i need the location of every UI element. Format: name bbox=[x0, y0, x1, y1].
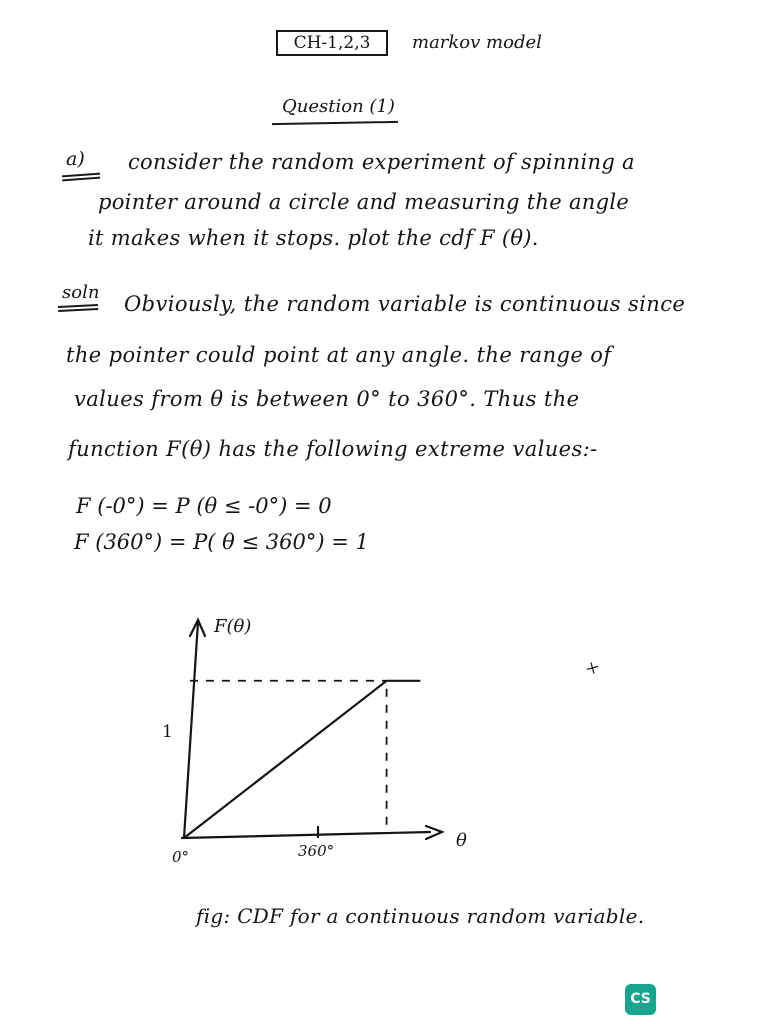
stray-mark: × bbox=[582, 655, 604, 680]
camscanner-logo-icon: CS bbox=[625, 984, 656, 1015]
solution-line-3: values from θ is between 0° to 360°. Thus the bbox=[74, 387, 580, 411]
equation-upper-bound: F (360°) = P( θ ≤ 360°) = 1 bbox=[74, 530, 369, 554]
y-tick-label-1: 1 bbox=[162, 722, 173, 742]
question-label: Question (1) bbox=[282, 96, 395, 117]
part-label: a) bbox=[66, 148, 85, 170]
figure-caption: fig: CDF for a continuous random variable. bbox=[196, 904, 645, 928]
solution-line-1: Obviously, the random variable is continuous since bbox=[124, 292, 686, 316]
question-underline bbox=[272, 121, 398, 125]
cdf-series-line bbox=[184, 681, 420, 838]
y-axis bbox=[184, 622, 198, 838]
topic-title: markov model bbox=[412, 32, 542, 53]
cdf-chart-svg bbox=[0, 600, 768, 900]
solution-label-underline bbox=[58, 304, 98, 308]
x-axis-label: θ bbox=[456, 830, 467, 851]
question-line-3: it makes when it stops. plot the cdf F (θ). bbox=[88, 226, 539, 250]
solution-label: soln bbox=[62, 282, 100, 303]
question-line-1: consider the random experiment of spinning a bbox=[128, 150, 635, 174]
equation-lower-bound: F (-0°) = P (θ ≤ -0°) = 0 bbox=[76, 494, 332, 518]
solution-line-4: function F(θ) has the following extreme values:- bbox=[68, 437, 598, 461]
question-line-2: pointer around a circle and measuring the angle bbox=[98, 190, 630, 214]
chapter-box: CH-1,2,3 bbox=[276, 30, 388, 56]
x-tick-label-0: 0° bbox=[172, 848, 190, 866]
part-label-underline bbox=[62, 173, 100, 178]
x-tick-label-360: 360° bbox=[298, 842, 335, 860]
x-axis bbox=[182, 832, 430, 838]
cdf-chart bbox=[0, 600, 768, 900]
y-axis-label: F(θ) bbox=[214, 616, 252, 637]
solution-line-2: the pointer could point at any angle. the range of bbox=[66, 343, 612, 367]
